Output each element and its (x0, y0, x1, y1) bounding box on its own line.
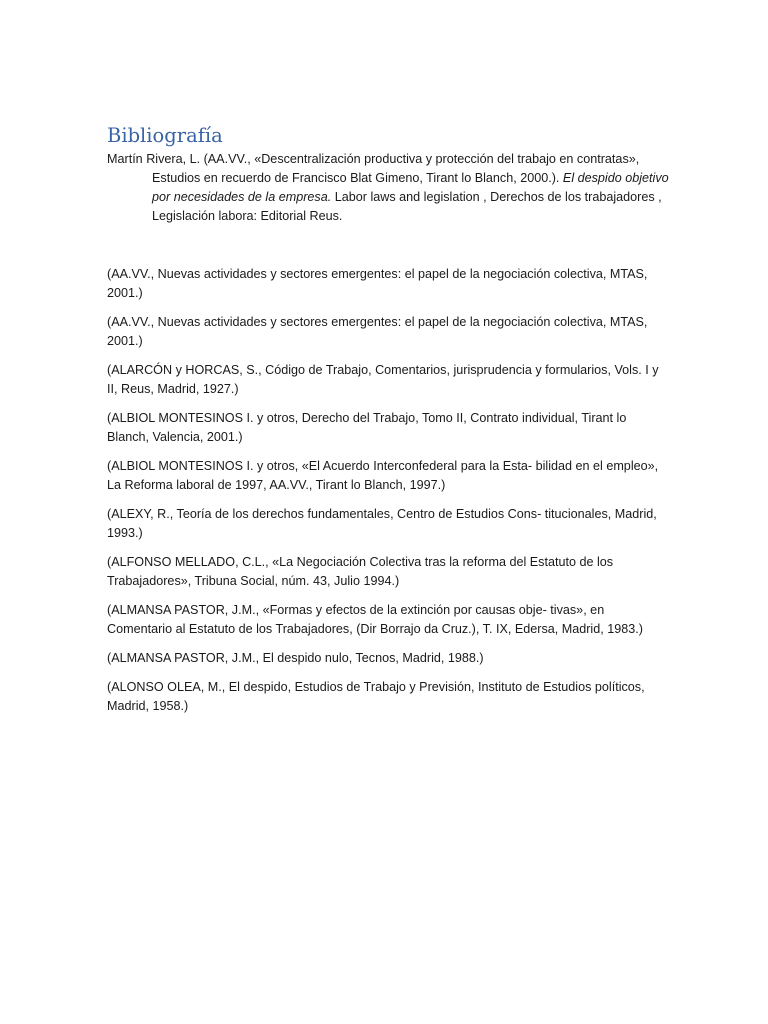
list-item: (ALMANSA PASTOR, J.M., El despido nulo, Tecnos, Madrid, 1988.) (107, 651, 484, 665)
page-title: Bibliografía (107, 124, 223, 147)
entry-italic-title: El despido objetivo por necesidades de la empresa. (152, 171, 669, 204)
list-item: (ALBIOL MONTESINOS I. y otros, Derecho del Trabajo, Tomo II, Contrato individual, Tirant lo Blanch, Valencia, 2001.) (107, 411, 627, 444)
entry-text-continued: Labor laws and legislation , Derechos de los trabajadores , Legislación labora: Editorial Reus. (152, 190, 662, 223)
bibliography-entry-featured (107, 150, 682, 226)
entry-text: Martín Rivera, L. (AA.VV., «Descentralización productiva y protección del trabajo en contratas», Estudios en recuerdo de Francisco Blat Gimeno, Tirant lo Blanch, 2000.). (107, 152, 640, 185)
list-item: (AA.VV., Nuevas actividades y sectores emergentes: el papel de la negociación colectiva, MTAS, 2001.) (107, 267, 648, 300)
list-item: (ALEXY, R., Teoría de los derechos fundamentales, Centro de Estudios Cons- titucionales, Madrid, 1993.) (107, 507, 657, 540)
list-item: (ALBIOL MONTESINOS I. y otros, «El Acuerdo Interconfederal para la Esta- bilidad en el empleo», La Reforma laboral de 1997, AA.VV., Tirant lo Blanch, 1997.) (107, 459, 659, 492)
list-item: (AA.VV., Nuevas actividades y sectores emergentes: el papel de la negociación colectiva, MTAS, 2001.) (107, 315, 648, 348)
list-item: (ALFONSO MELLADO, C.L., «La Negociación Colectiva tras la reforma del Estatuto de los Trabajadores», Tribuna Social, núm. 43, Julio 1994.) (107, 555, 614, 588)
list-item: (ALONSO OLEA, M., El despido, Estudios de Trabajo y Previsión, Instituto de Estudios políticos, Madrid, 1958.) (107, 680, 645, 713)
list-item: (ALMANSA PASTOR, J.M., «Formas y efectos de la extinción por causas obje- tivas», en Comentario al Estatuto de los Trabajadores, (Dir Borrajo da Cruz.), T. IX, Edersa, Madrid, 1983.) (107, 603, 643, 636)
list-item: (ALARCÓN y HORCAS, S., Código de Trabajo, Comentarios, jurisprudencia y formularios, Vols. I y II, Reus, Madrid, 1927.) (107, 363, 659, 396)
bibliography-list (107, 265, 667, 726)
